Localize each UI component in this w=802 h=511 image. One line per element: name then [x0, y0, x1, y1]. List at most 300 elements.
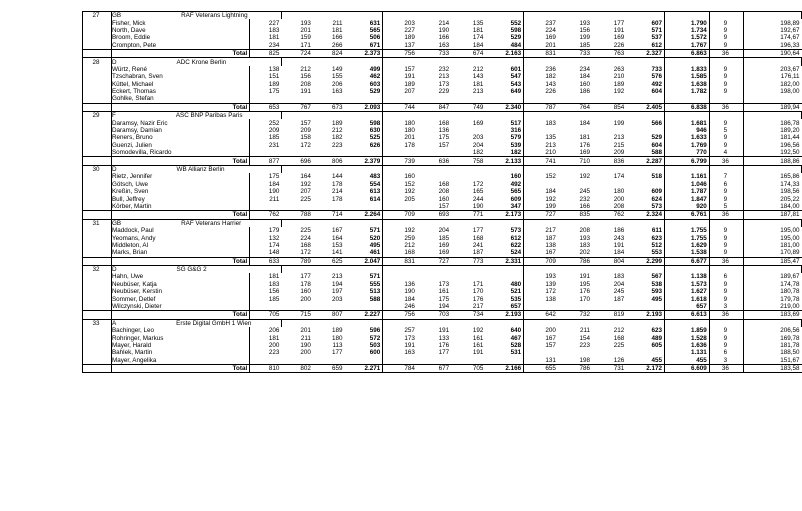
score-cell: 213: [613, 134, 625, 142]
team-club: ASC BNP Paribas Paris: [175, 112, 243, 120]
team-country: D: [111, 266, 117, 274]
player-name: Reners, Bruno: [111, 134, 153, 142]
score-cell: 213: [438, 73, 450, 81]
score-cell: 226: [613, 41, 625, 49]
score-cell: 191: [613, 241, 625, 249]
score-cell: [524, 349, 558, 356]
team-rank: 29: [83, 112, 112, 120]
total-cell: 784: [383, 364, 417, 372]
score-cell: 177: [300, 273, 311, 281]
rank-spacer: [83, 364, 112, 372]
player-name: Bull, Jeffrey: [111, 195, 145, 203]
score-cell: 209: [250, 127, 282, 134]
empty-cell: [743, 165, 801, 173]
score-cell: 547: [485, 73, 523, 80]
player-row: [83, 295, 802, 302]
rank-spacer: [83, 334, 112, 341]
player-row: [83, 288, 802, 295]
total-cell: 6.609: [664, 364, 709, 372]
total-cell: 786: [558, 364, 592, 372]
score-cell: 657: [485, 303, 523, 311]
total-cell: 2.264: [345, 211, 383, 219]
score-cell: 198,89: [780, 19, 800, 27]
score-cell: 538: [626, 281, 664, 288]
total-cell: 677: [417, 364, 451, 372]
score-cell: [313, 95, 345, 103]
score-cell: 6: [709, 349, 743, 356]
score-cell: 1.618: [664, 295, 709, 302]
total-label: Total: [111, 49, 249, 57]
rank-spacer: [83, 281, 112, 288]
score-cell: 225: [300, 227, 311, 235]
score-cell: 609: [485, 195, 523, 202]
team-header-row: [83, 319, 802, 327]
player-row: [83, 42, 802, 50]
total-cell: 819: [592, 311, 626, 319]
player-name: Neubüser, Kerstin: [111, 288, 163, 296]
team-total-row: [83, 49, 802, 57]
score-cell: 166: [579, 202, 591, 210]
team-country: A: [111, 319, 117, 327]
total-cell: 36: [709, 49, 743, 57]
player-row: [83, 349, 802, 356]
score-cell: 622: [485, 242, 523, 249]
score-cell: [558, 95, 592, 103]
empty-cell: [743, 12, 801, 20]
player-row: [83, 73, 802, 80]
score-cell: 136: [404, 280, 415, 288]
score-cell: 191: [438, 327, 450, 335]
score-cell: 231: [250, 142, 282, 149]
score-cell: 770: [664, 149, 709, 157]
score-cell: 198,00: [780, 88, 800, 96]
score-cell: 163: [438, 41, 450, 49]
empty-cell: [709, 58, 743, 66]
score-cell: 170,89: [780, 249, 800, 257]
score-cell: 189: [250, 81, 282, 88]
score-cell: 204: [438, 227, 450, 235]
empty-cell: [709, 165, 743, 173]
player-name: Hahn, Uwe: [111, 273, 144, 281]
score-cell: 208: [579, 227, 591, 235]
empty-cell: [709, 319, 743, 327]
score-cell: 194: [332, 280, 343, 288]
player-name: Rietz, Jennifer: [111, 173, 153, 181]
total-cell: 749: [451, 103, 485, 111]
total-cell: 715: [281, 311, 313, 319]
empty-cell: [524, 265, 558, 273]
score-cell: 151,67: [780, 356, 800, 364]
total-cell: 2.271: [345, 364, 383, 372]
score-cell: 190: [300, 341, 311, 349]
team-club: RAF Veterans Harrier: [181, 219, 242, 227]
score-cell: 1.636: [664, 342, 709, 349]
player-row: [83, 281, 802, 288]
score-cell: 9: [709, 334, 743, 341]
score-cell: [451, 273, 485, 280]
empty-cell: [313, 12, 345, 20]
score-cell: 191: [300, 88, 311, 96]
team-rank: 32: [83, 265, 112, 273]
rank-spacer: [83, 211, 112, 219]
score-cell: 212: [332, 127, 343, 135]
score-cell: 214: [438, 19, 450, 27]
score-cell: 195,00: [780, 234, 800, 242]
score-cell: 225: [613, 341, 625, 349]
team-total-row: [83, 211, 802, 219]
score-cell: 200: [545, 327, 556, 335]
score-cell: 165: [472, 188, 484, 196]
score-cell: [417, 173, 451, 180]
rank-spacer: [83, 66, 112, 73]
score-cell: 613: [345, 188, 383, 195]
rank-spacer: [83, 81, 112, 88]
score-cell: 165,86: [780, 173, 800, 181]
score-cell: 1.734: [664, 27, 709, 34]
rank-spacer: [83, 88, 112, 95]
score-cell: 219,00: [780, 303, 800, 311]
score-cell: [345, 357, 383, 365]
score-cell: 518: [626, 173, 664, 180]
total-cell: 653: [250, 103, 282, 111]
total-cell: 2.093: [345, 103, 383, 111]
score-cell: 202: [579, 249, 591, 257]
score-cell: [524, 181, 558, 188]
score-cell: [451, 357, 485, 365]
score-cell: [664, 95, 709, 103]
player-name: Bachinger, Leo: [111, 327, 154, 335]
empty-cell: [485, 12, 523, 20]
score-cell: 212: [472, 65, 484, 73]
score-cell: 187: [545, 234, 556, 242]
score-cell: 184: [404, 295, 415, 303]
player-name: Yeomans, Andy: [111, 234, 156, 242]
empty-cell: [743, 219, 801, 227]
score-cell: 203,67: [780, 65, 800, 73]
score-cell: 212: [300, 65, 311, 73]
player-name: Bahlek, Martin: [111, 349, 153, 357]
empty-cell: [592, 165, 626, 173]
score-cell: [417, 149, 451, 157]
total-cell: 756: [383, 49, 417, 57]
score-cell: 167: [545, 334, 556, 342]
score-cell: 257: [404, 327, 415, 335]
score-cell: 1.790: [664, 19, 709, 26]
team-club: ADC Krone Berlin: [176, 58, 227, 66]
total-cell: 6.799: [664, 157, 709, 165]
score-cell: 217: [545, 227, 556, 235]
empty-cell: [558, 219, 592, 227]
score-cell: 190: [404, 288, 415, 296]
player-name: Götsch, Uwe: [111, 180, 149, 188]
score-cell: 181: [579, 134, 591, 142]
empty-cell: [451, 219, 485, 227]
score-cell: 1.769: [664, 142, 709, 149]
score-cell: 185: [438, 234, 450, 242]
team-header-row: [83, 112, 802, 120]
score-cell: 9: [709, 281, 743, 288]
score-cell: 630: [345, 127, 383, 134]
total-cell: 788: [281, 211, 313, 219]
score-cell: 9: [709, 42, 743, 50]
score-cell: 183: [250, 281, 282, 288]
score-cell: 211: [580, 327, 591, 335]
score-cell: 183: [250, 27, 282, 34]
score-cell: 543: [485, 81, 523, 88]
score-cell: 178: [332, 195, 343, 203]
score-cell: 168: [438, 180, 450, 188]
score-cell: 462: [345, 73, 383, 80]
score-cell: 503: [345, 342, 383, 349]
empty-cell: [451, 58, 485, 66]
empty-cell: [626, 265, 664, 273]
score-cell: 480: [485, 281, 523, 288]
score-cell: 190: [438, 26, 450, 34]
score-cell: 9: [709, 327, 743, 334]
total-cell: 36: [709, 211, 743, 219]
empty-cell: [626, 319, 664, 327]
score-cell: 9: [709, 142, 743, 149]
team-rank: 31: [83, 219, 112, 227]
score-cell: 9: [709, 66, 743, 73]
total-cell: 710: [558, 157, 592, 165]
score-cell: 9: [709, 342, 743, 349]
score-cell: 9: [709, 234, 743, 241]
empty-cell: [345, 219, 383, 227]
score-cell: [281, 95, 313, 103]
score-cell: 191: [404, 341, 415, 349]
score-cell: 169: [438, 241, 450, 249]
total-cell: 6.838: [664, 103, 709, 111]
score-cell: 174,33: [780, 180, 800, 188]
empty-cell: [592, 112, 626, 120]
empty-cell: [383, 58, 417, 66]
score-cell: 195: [579, 280, 591, 288]
score-cell: [281, 203, 313, 211]
player-row: [83, 19, 802, 26]
score-cell: 489: [626, 334, 664, 341]
score-cell: 169,78: [780, 334, 800, 342]
score-cell: 132: [250, 234, 282, 241]
score-cell: 7: [709, 173, 743, 180]
rank-spacer: [83, 103, 112, 111]
score-cell: 609: [626, 188, 664, 195]
team-header: [111, 12, 281, 20]
team-country: D: [111, 58, 117, 66]
score-cell: 177: [332, 349, 343, 357]
total-cell: 2.172: [626, 364, 664, 372]
score-cell: 186,78: [780, 119, 800, 127]
score-cell: 588: [345, 295, 383, 302]
player-name: Körber, Martin: [111, 202, 152, 210]
total-cell: 804: [592, 257, 626, 265]
score-cell: 598: [485, 27, 523, 34]
score-cell: 1.138: [664, 273, 709, 280]
results-sheet: [82, 11, 802, 373]
rank-spacer: [83, 303, 112, 311]
empty-cell: [417, 165, 451, 173]
score-cell: 156: [300, 73, 311, 81]
team-header: [111, 58, 281, 66]
score-cell: [592, 303, 626, 311]
score-cell: 191: [579, 273, 591, 281]
score-cell: 243: [613, 234, 625, 242]
empty-cell: [664, 319, 709, 327]
score-cell: 604: [626, 142, 664, 149]
player-row: [83, 249, 802, 257]
score-cell: 181: [472, 26, 484, 34]
score-cell: 160: [438, 195, 450, 203]
score-cell: 244: [472, 195, 484, 203]
score-cell: 192: [613, 88, 625, 96]
team-rank: 28: [83, 58, 112, 66]
team-header: [111, 219, 281, 227]
player-name: Daramsy, Nazir Eric: [111, 119, 168, 127]
score-cell: 138: [545, 241, 556, 249]
score-cell: 203: [472, 134, 484, 142]
score-cell: 157: [404, 65, 415, 73]
score-cell: 151: [250, 73, 282, 80]
score-cell: 571: [626, 27, 664, 34]
score-cell: 234: [579, 65, 591, 73]
score-cell: 521: [485, 288, 523, 295]
total-cell: 189,94: [743, 103, 801, 111]
score-cell: 189,20: [780, 127, 800, 135]
total-cell: 731: [592, 364, 626, 372]
score-cell: 181: [472, 80, 484, 88]
score-cell: 196,56: [780, 141, 800, 149]
empty-cell: [417, 12, 451, 20]
score-cell: [383, 273, 417, 280]
score-cell: 184: [250, 181, 282, 188]
score-cell: 733: [626, 66, 664, 73]
empty-cell: [417, 58, 451, 66]
total-cell: 190,64: [743, 49, 801, 57]
player-row: [83, 134, 802, 141]
score-cell: 193: [579, 19, 591, 27]
score-cell: [626, 95, 664, 103]
total-cell: 2.193: [485, 311, 523, 319]
score-cell: 1.787: [664, 188, 709, 195]
score-cell: 224: [300, 234, 311, 242]
score-cell: 191: [613, 26, 625, 34]
team-total-row: [83, 157, 802, 165]
total-cell: 2.047: [345, 257, 383, 265]
total-cell: 2.324: [626, 211, 664, 219]
team-header-row: [83, 12, 802, 20]
score-cell: 199: [579, 34, 591, 42]
score-cell: 6: [709, 273, 743, 280]
score-cell: 154: [579, 334, 591, 342]
total-label: Total: [111, 257, 249, 265]
score-cell: 9: [709, 242, 743, 249]
score-cell: 455: [626, 357, 664, 365]
total-cell: 2.166: [485, 364, 523, 372]
total-cell: 787: [524, 103, 558, 111]
score-cell: 236: [545, 65, 556, 73]
score-cell: 9: [709, 73, 743, 80]
score-cell: 181: [332, 26, 343, 34]
score-cell: 579: [485, 134, 523, 141]
score-cell: 180: [404, 119, 415, 127]
total-cell: 2.227: [345, 311, 383, 319]
score-cell: 167: [545, 249, 556, 257]
team-rank: 30: [83, 165, 112, 173]
score-cell: 174: [250, 242, 282, 249]
player-name: Fisher, Mick: [111, 19, 146, 27]
score-cell: [485, 273, 523, 280]
score-cell: 571: [345, 227, 383, 234]
score-cell: [345, 149, 383, 157]
score-cell: [558, 303, 592, 311]
score-cell: 148: [250, 249, 282, 257]
empty-cell: [664, 12, 709, 20]
player-row: [83, 303, 802, 311]
total-cell: 6.613: [664, 311, 709, 319]
score-cell: 179,78: [780, 295, 800, 303]
score-cell: 179: [250, 227, 282, 234]
total-cell: 767: [281, 103, 313, 111]
score-cell: 1.638: [664, 81, 709, 88]
score-cell: 196,33: [780, 41, 800, 49]
score-cell: 946: [664, 127, 709, 134]
score-cell: 5: [709, 203, 743, 211]
total-cell: 705: [451, 364, 485, 372]
score-cell: 198: [579, 356, 591, 364]
score-cell: 182: [485, 149, 523, 157]
score-cell: 178: [332, 180, 343, 188]
team-country: GB: [111, 219, 122, 227]
player-row: [83, 142, 802, 149]
score-cell: [558, 349, 592, 356]
score-cell: 920: [664, 203, 709, 211]
player-row: [83, 242, 802, 249]
score-cell: 191: [404, 73, 415, 81]
score-cell: [313, 357, 345, 365]
score-cell: 520: [345, 234, 383, 241]
results-table: [82, 11, 802, 373]
score-cell: 197: [332, 288, 343, 296]
score-cell: 607: [626, 19, 664, 26]
score-cell: 143: [472, 73, 484, 81]
score-cell: 187: [472, 249, 484, 257]
score-cell: 9: [709, 134, 743, 141]
player-row: [83, 195, 802, 202]
score-cell: 176: [579, 141, 591, 149]
score-cell: 181: [250, 334, 282, 341]
total-cell: 673: [313, 103, 345, 111]
player-row: [83, 327, 802, 334]
score-cell: 206: [332, 80, 343, 88]
score-cell: 495: [626, 295, 664, 302]
score-cell: 190: [472, 202, 484, 210]
score-cell: 226: [545, 88, 556, 96]
total-cell: 2.379: [345, 157, 383, 165]
player-row: [83, 173, 802, 180]
player-name: Maddock, Paul: [111, 227, 154, 235]
score-cell: [417, 273, 451, 280]
score-cell: 201: [300, 26, 311, 34]
score-cell: 1.755: [664, 227, 709, 234]
score-cell: 539: [485, 142, 523, 149]
total-cell: 847: [417, 103, 451, 111]
team-header: [111, 112, 281, 120]
score-cell: 166: [438, 34, 450, 42]
empty-cell: [664, 58, 709, 66]
score-cell: [417, 357, 451, 365]
empty-cell: [592, 12, 626, 20]
rank-spacer: [83, 42, 112, 50]
